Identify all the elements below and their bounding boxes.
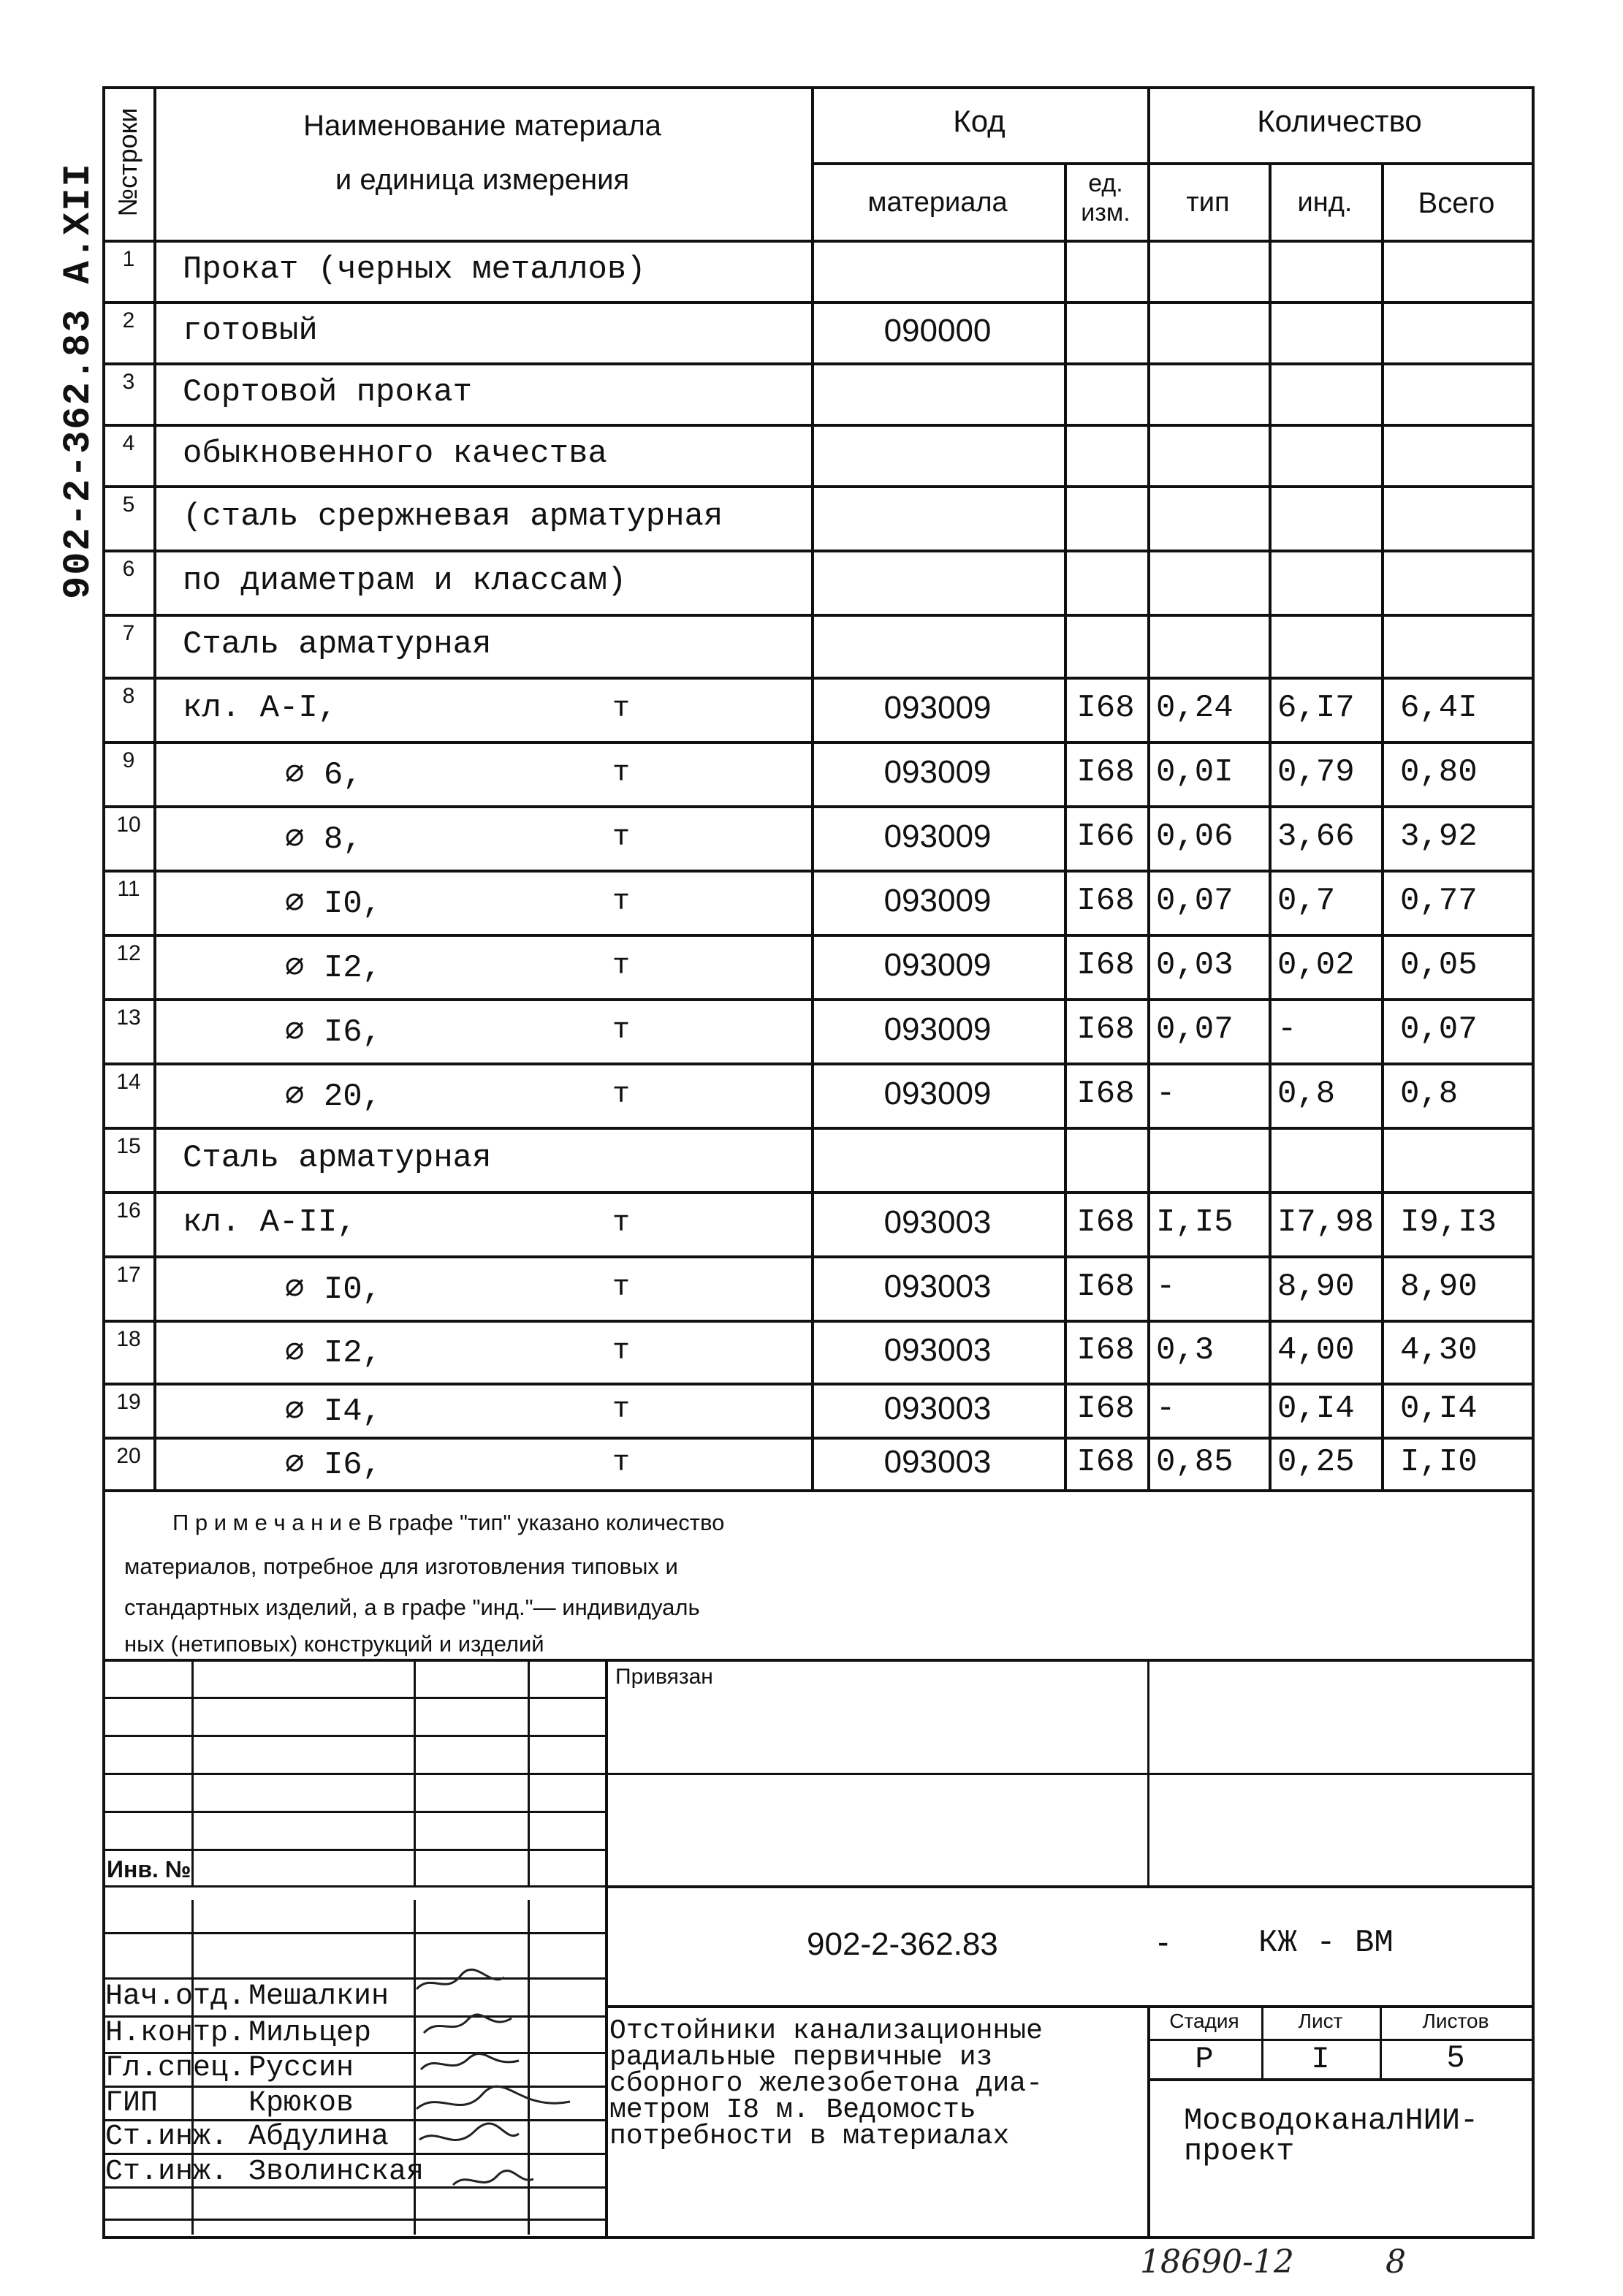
quantity-total: 3,92 [1400,818,1478,855]
quantity-total: 0,8 [1400,1076,1459,1112]
quantity-total: I,I0 [1400,1444,1478,1480]
material-code: 093009 [883,1076,992,1111]
material-name: по диаметрам и классам) [183,563,627,599]
material-name: (сталь срержневая арматурная [183,498,723,535]
unit-code: I68 [1076,1204,1135,1241]
material-name: Прокат (черных металлов) [183,251,646,288]
unit-code: I68 [1076,1011,1135,1048]
signatory-role: Нач.отд. [105,1980,246,2013]
side-document-code: 902-2-362.83 А.XII [57,162,100,599]
unit-of-measure: т [612,1014,631,1047]
row-number: 7 [122,621,135,645]
unit-of-measure: т [612,1335,631,1368]
unit-code: I68 [1076,690,1135,726]
unit-code: I68 [1076,1269,1135,1305]
row-number: 10 [116,813,141,837]
quantity-ind-header: инд. [1297,187,1353,218]
quantity-ind: - [1277,1011,1297,1048]
quantity-ind: 3,66 [1277,818,1355,855]
title-line: сборного железобетона диа- [609,2068,1043,2099]
quantity-typ: 0,3 [1156,1332,1215,1369]
organization-line-2: проект [1184,2134,1295,2169]
note-line-2: материалов, потребное для изготовления типовых и [124,1554,678,1579]
unit-code: I68 [1076,1391,1135,1427]
material-code: 093009 [883,690,992,726]
row-number: 18 [116,1327,141,1351]
quantity-total: 0,80 [1400,754,1478,791]
material-code: 090000 [883,313,992,349]
sheets-label: Листов [1422,2010,1489,2032]
footer-handwritten-number: 18690-12 [1140,2243,1294,2281]
quantity-header: Количество [1257,104,1422,138]
stage-value: Р [1195,2042,1214,2077]
signatory-name: Мильцер [248,2017,372,2050]
unit-of-measure: т [612,693,631,726]
material-name: ∅ 8, [285,821,362,858]
unit-of-measure: т [612,950,631,983]
material-name: ∅ 20, [285,1079,382,1115]
quantity-total: 0,05 [1400,947,1478,984]
quantity-ind: 0,25 [1277,1444,1355,1480]
row-number: 11 [117,877,140,901]
quantity-typ: 0,85 [1156,1444,1234,1480]
quantity-typ: - [1156,1391,1176,1427]
footer-page-number: 8 [1386,2243,1406,2281]
row-number: 2 [122,308,135,332]
quantity-total: 0,07 [1400,1011,1478,1048]
row-number: 5 [122,493,135,517]
signatory-name: Абдулина [248,2121,389,2154]
unit-of-measure: т [612,886,631,919]
unit-code: I68 [1076,1444,1135,1480]
unit-of-measure: т [612,821,631,854]
material-name: ∅ I4, [285,1394,382,1430]
title-line: радиальные первичные из [609,2042,993,2073]
unit-of-measure: т [612,757,631,790]
quantity-ind: 8,90 [1277,1269,1355,1305]
quantity-total: 0,77 [1400,883,1478,919]
document-code-dash: - [1158,1923,1169,1961]
row-number: 14 [116,1070,141,1094]
inventory-number-label: Инв. № [107,1856,191,1882]
row-number: 3 [122,370,135,394]
row-number: 15 [116,1134,141,1158]
material-code: 093003 [883,1391,992,1426]
handwritten-signatures [409,1966,628,2236]
code-header: Код [953,104,1006,138]
signatory-role: Ст.инж. [105,2156,229,2189]
signatory-role: Ст.инж. [105,2121,229,2154]
material-name: ∅ I6, [285,1447,382,1483]
quantity-total: I9,I3 [1400,1204,1497,1241]
row-number: 12 [116,941,141,965]
quantity-ind: 0,I4 [1277,1391,1355,1427]
quantity-total: 8,90 [1400,1269,1478,1305]
unit-of-measure: т [612,1394,631,1426]
row-number: 9 [122,748,135,772]
unit-code: I66 [1076,818,1135,855]
row-number: 4 [122,431,135,455]
material-code: 093003 [883,1332,992,1368]
material-code: 093009 [883,818,992,854]
quantity-typ: - [1156,1076,1176,1112]
quantity-total: 6,4I [1400,690,1478,726]
unit-code: I68 [1076,883,1135,919]
row-number: 20 [116,1444,141,1468]
document-code: 902-2-362.83 [807,1926,998,1962]
quantity-typ: 0,24 [1156,690,1234,726]
material-name: ∅ I2, [285,1335,382,1372]
sheets-value: 5 [1447,2039,1464,2073]
unit-header: ед. [1088,170,1123,197]
unit-header-line2: изм. [1081,199,1130,227]
unit-of-measure: т [612,1207,631,1240]
material-code: 093009 [883,754,992,790]
material-name: кл. А-I, [183,690,338,726]
material-code: 093003 [883,1444,992,1480]
attached-label: Привязан [615,1665,713,1689]
quantity-typ: 0,03 [1156,947,1234,984]
quantity-typ: 0,06 [1156,818,1234,855]
unit-code: I68 [1076,947,1135,984]
material-name: обыкновенного качества [183,436,607,472]
quantity-ind: 0,7 [1277,883,1336,919]
quantity-typ: 0,07 [1156,883,1234,919]
quantity-ind: I7,98 [1277,1204,1375,1241]
quantity-total: 4,30 [1400,1332,1478,1369]
row-number: 17 [116,1263,141,1287]
quantity-ind: 0,8 [1277,1076,1336,1112]
signatory-name: Зволинская [248,2156,425,2189]
signatory-name: Руссин [248,2052,354,2085]
material-name: кл. А-II, [183,1204,357,1241]
title-line: метром I8 м. Ведомость [609,2094,976,2126]
note-line-1: П р и м е ч а н и е В графе "тип" указано количество [172,1510,725,1535]
signatory-role: ГИП [105,2087,159,2120]
sheet-value: I [1311,2042,1330,2077]
code-material-header: материала [867,187,1008,218]
note-line-3: стандартных изделий, а в графе "инд."— индивидуаль [124,1594,700,1620]
row-number: 6 [122,557,135,581]
material-name: ∅ I0, [285,1271,382,1308]
signatory-role: Гл.спец. [105,2052,246,2085]
row-number: 8 [122,684,135,708]
quantity-ind: 6,I7 [1277,690,1355,726]
signatory-role: Н.контр. [105,2017,246,2050]
name-header-line1: Наименование материала [303,110,661,142]
quantity-ind: 0,02 [1277,947,1355,984]
quantity-typ: 0,0I [1156,754,1234,791]
quantity-typ: 0,07 [1156,1011,1234,1048]
unit-of-measure: т [612,1447,631,1480]
quantity-total-header: Всего [1418,187,1495,219]
material-code: 093003 [883,1269,992,1304]
material-name: Сталь арматурная [183,1140,492,1176]
material-code: 093009 [883,947,992,983]
signatory-name: Крюков [248,2087,354,2120]
unit-code: I68 [1076,754,1135,791]
material-name: ∅ I2, [285,950,382,987]
material-code: 093009 [883,1011,992,1047]
quantity-ind: 0,79 [1277,754,1355,791]
quantity-typ-header: тип [1186,187,1230,218]
material-code: 093009 [883,883,992,919]
material-name: ∅ 6, [285,757,362,794]
material-name: ∅ I6, [285,1014,382,1051]
unit-code: I68 [1076,1332,1135,1369]
row-number: 16 [116,1198,141,1223]
row-number-header: №строки [113,107,142,217]
document-title [609,2015,1043,2152]
row-number: 13 [116,1006,141,1030]
quantity-typ: I,I5 [1156,1204,1234,1241]
material-name: ∅ I0, [285,886,382,922]
sheet-label: Лист [1298,2010,1343,2032]
document-mark: КЖ - ВМ [1258,1925,1394,1961]
quantity-ind: 4,00 [1277,1332,1355,1369]
row-number: 19 [116,1390,141,1414]
quantity-typ: - [1156,1269,1176,1305]
title-line: потребности в материалах [609,2121,1010,2152]
signatory-name: Мешалкин [248,1980,389,2013]
unit-of-measure: т [612,1079,631,1111]
quantity-total: 0,I4 [1400,1391,1478,1427]
name-header-line2: и единица измерения [335,164,630,196]
row-number: 1 [122,247,135,271]
unit-of-measure: т [612,1271,631,1304]
material-name: Сортовой прокат [183,374,473,411]
organization-line-1: МосводоканалНИИ- [1184,2103,1479,2138]
unit-code: I68 [1076,1076,1135,1112]
note-line-4: ных (нетиповых) конструкций и изделий [124,1631,544,1657]
material-code: 093003 [883,1204,992,1240]
material-name: Сталь арматурная [183,626,492,663]
material-name: готовый [183,313,318,349]
title-line: Отстойники канализационные [609,2015,1043,2047]
stage-label: Стадия [1169,2010,1239,2032]
